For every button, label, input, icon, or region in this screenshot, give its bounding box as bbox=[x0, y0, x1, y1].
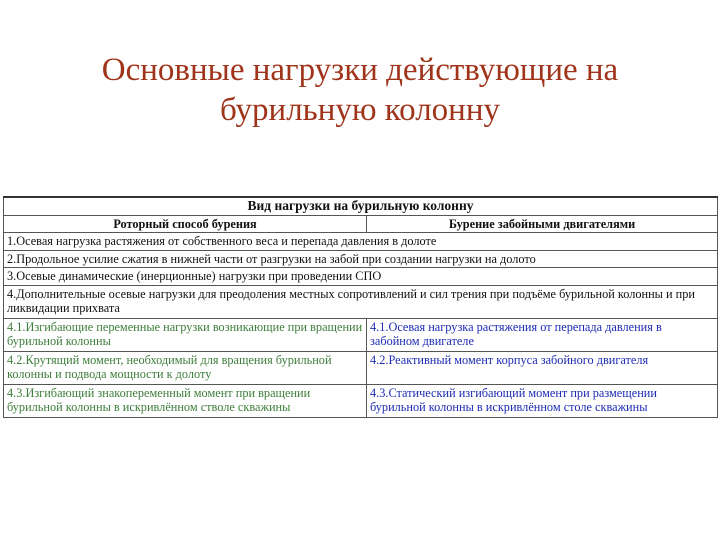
slide-title-line-1: Основные нагрузки действующие на bbox=[101, 52, 619, 88]
table-row bbox=[4, 318, 718, 351]
column-header-row bbox=[4, 215, 718, 233]
slide-title-line-2: бурильную колонну bbox=[220, 92, 500, 128]
motor-load-4-1: 4.1.Осевая нагрузка растяжения от перепада давления в забойном двигателе bbox=[367, 318, 718, 351]
table-header-row bbox=[4, 197, 718, 215]
motor-load-4-2: 4.2.Реактивный момент корпуса забойного двигателя bbox=[367, 351, 718, 384]
table-row bbox=[4, 285, 718, 318]
table-row bbox=[4, 233, 718, 251]
table-row bbox=[4, 268, 718, 286]
column-header-rotary: Роторный способ бурения bbox=[4, 215, 367, 233]
rotary-load-4-1: 4.1.Изгибающие переменные нагрузки возникающие при вращении бурильной колонны bbox=[4, 318, 367, 351]
table-row bbox=[4, 250, 718, 268]
loads-table bbox=[3, 196, 718, 418]
table-row bbox=[4, 384, 718, 417]
slide-title bbox=[0, 50, 720, 130]
table-row bbox=[4, 351, 718, 384]
table-header: Вид нагрузки на бурильную колонну bbox=[4, 197, 718, 215]
common-load-4: 4.Дополнительные осевые нагрузки для преодоления местных сопротивлений и сил трения при подъёме бурильной колонны и при ликвидации прихвата bbox=[4, 285, 718, 318]
rotary-load-4-3: 4.3.Изгибающий знакопеременный момент при вращении бурильной колонны в искривлённом стволе скважины bbox=[4, 384, 367, 417]
common-load-3: 3.Осевые динамические (инерционные) нагрузки при проведении СПО bbox=[4, 268, 718, 286]
common-load-2: 2.Продольное усилие сжатия в нижней части от разгрузки на забой при создании нагрузки на долото bbox=[4, 250, 718, 268]
common-load-1: 1.Осевая нагрузка растяжения от собственного веса и перепада давления в долоте bbox=[4, 233, 718, 251]
motor-load-4-3: 4.3.Статический изгибающий момент при размещении бурильной колонны в искривлённом столе скважины bbox=[367, 384, 718, 417]
column-header-motor: Бурение забойными двигателями bbox=[367, 215, 718, 233]
rotary-load-4-2: 4.2.Крутящий момент, необходимый для вращения бурильной колонны и подвода мощности к долоту bbox=[4, 351, 367, 384]
